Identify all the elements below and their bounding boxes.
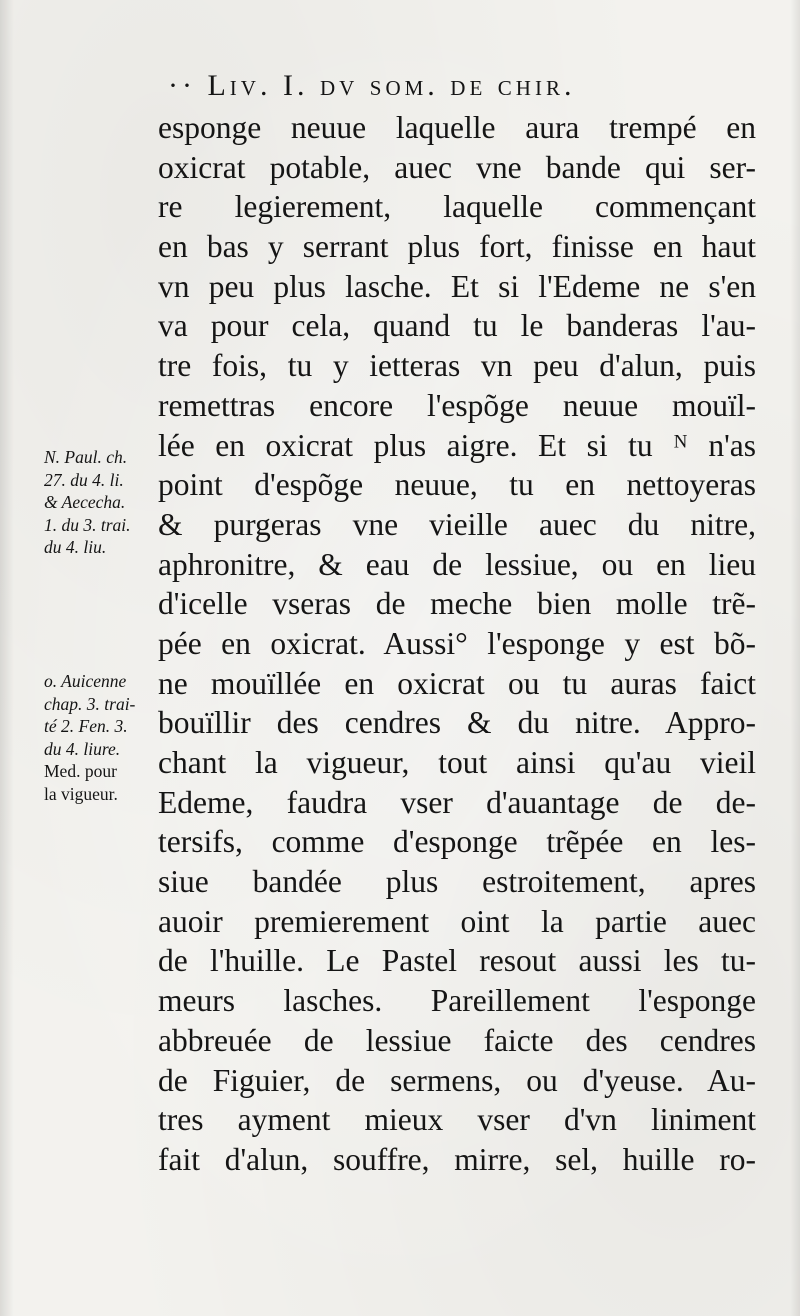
main-text-block (158, 108, 756, 1180)
text-line: re legierement, laquelle commençant (158, 189, 756, 225)
text-line: de l'huille. Le Pastel resout aussi les tu- (158, 943, 756, 979)
text-line: va pour cela, quand tu le banderas l'au- (158, 308, 756, 344)
text-line: Edeme, faudra vser d'auantage de de- (158, 784, 756, 820)
text-line: & purgeras vne vieille auec du nitre, (158, 506, 756, 542)
text-line: de Figuier, de sermens, ou d'yeuse. Au- (158, 1062, 756, 1098)
margin-note-line: o. Auicenne (44, 671, 127, 691)
margin-note-line: 1. du 3. trai. (44, 514, 131, 535)
running-head: ·· Liv. I. dv som. de chir. (168, 69, 576, 102)
text-line: d'icelle vseras de meche bien molle trẽ- (158, 586, 756, 622)
margin-note-n (44, 446, 184, 559)
text-line: tersifs, comme d'esponge trẽpée en les- (158, 824, 756, 860)
text-line: ne mouïllée en oxicrat ou tu auras faict (158, 665, 756, 701)
text-line: oxicrat potable, auec vne bande qui ser- (158, 149, 756, 185)
margin-note-line: du 4. liu. (44, 537, 107, 557)
text-line: meurs lasches. Pareillement l'esponge (158, 983, 756, 1019)
text-line: siue bandée plus estroitement, apres (158, 864, 756, 900)
margin-note-line: Med. pour (44, 761, 117, 781)
margin-note-line: chap. 3. trai- (44, 693, 136, 714)
text-line: point d'espõge neuue, tu en nettoyeras (158, 467, 756, 503)
text-line: lée en oxicrat plus aigre. Et si tu ᴺ n'as (158, 427, 756, 463)
text-line: auoir premierement oint la partie auec (158, 903, 756, 939)
text-line: pée en oxicrat. Aussi° l'esponge y est bõ- (158, 625, 756, 661)
margin-note-line: té 2. Fen. 3. (44, 716, 128, 736)
text-line: tres ayment mieux vser d'vn liniment (158, 1102, 756, 1138)
margin-note-line: N. Paul. ch. (44, 447, 128, 467)
text-line: vn peu plus lasche. Et si l'Edeme ne s'en (158, 268, 756, 304)
text-line: remettras encore l'espõge neuue mouïl- (158, 387, 756, 423)
margin-note-line: du 4. liure. (44, 738, 121, 759)
text-line: chant la vigueur, tout ainsi qu'au vieil (158, 745, 756, 780)
margin-note-o (44, 670, 184, 805)
page-left-edge-shadow (0, 0, 14, 1316)
text-line: abbreuée de lessiue faicte des cendres (158, 1022, 756, 1058)
text-line: en bas y serrant plus fort, finisse en haut (158, 229, 756, 265)
margin-note-line: la vigueur. (44, 783, 118, 804)
text-line: bouïllir des cendres & du nitre. Appro- (158, 705, 756, 741)
margin-note-line: 27. du 4. li. (44, 469, 124, 490)
page-right-edge-shadow (790, 0, 800, 1316)
text-line: fait d'alun, souffre, mirre, sel, huille ro- (158, 1141, 756, 1177)
text-line: esponge neuue laquelle aura trempé en (158, 110, 756, 145)
text-line: aphronitre, & eau de lessiue, ou en lieu (158, 546, 756, 582)
margin-note-line: & Aececha. (44, 492, 126, 512)
text-line: tre fois, tu y ietteras vn peu d'alun, puis (158, 348, 756, 384)
